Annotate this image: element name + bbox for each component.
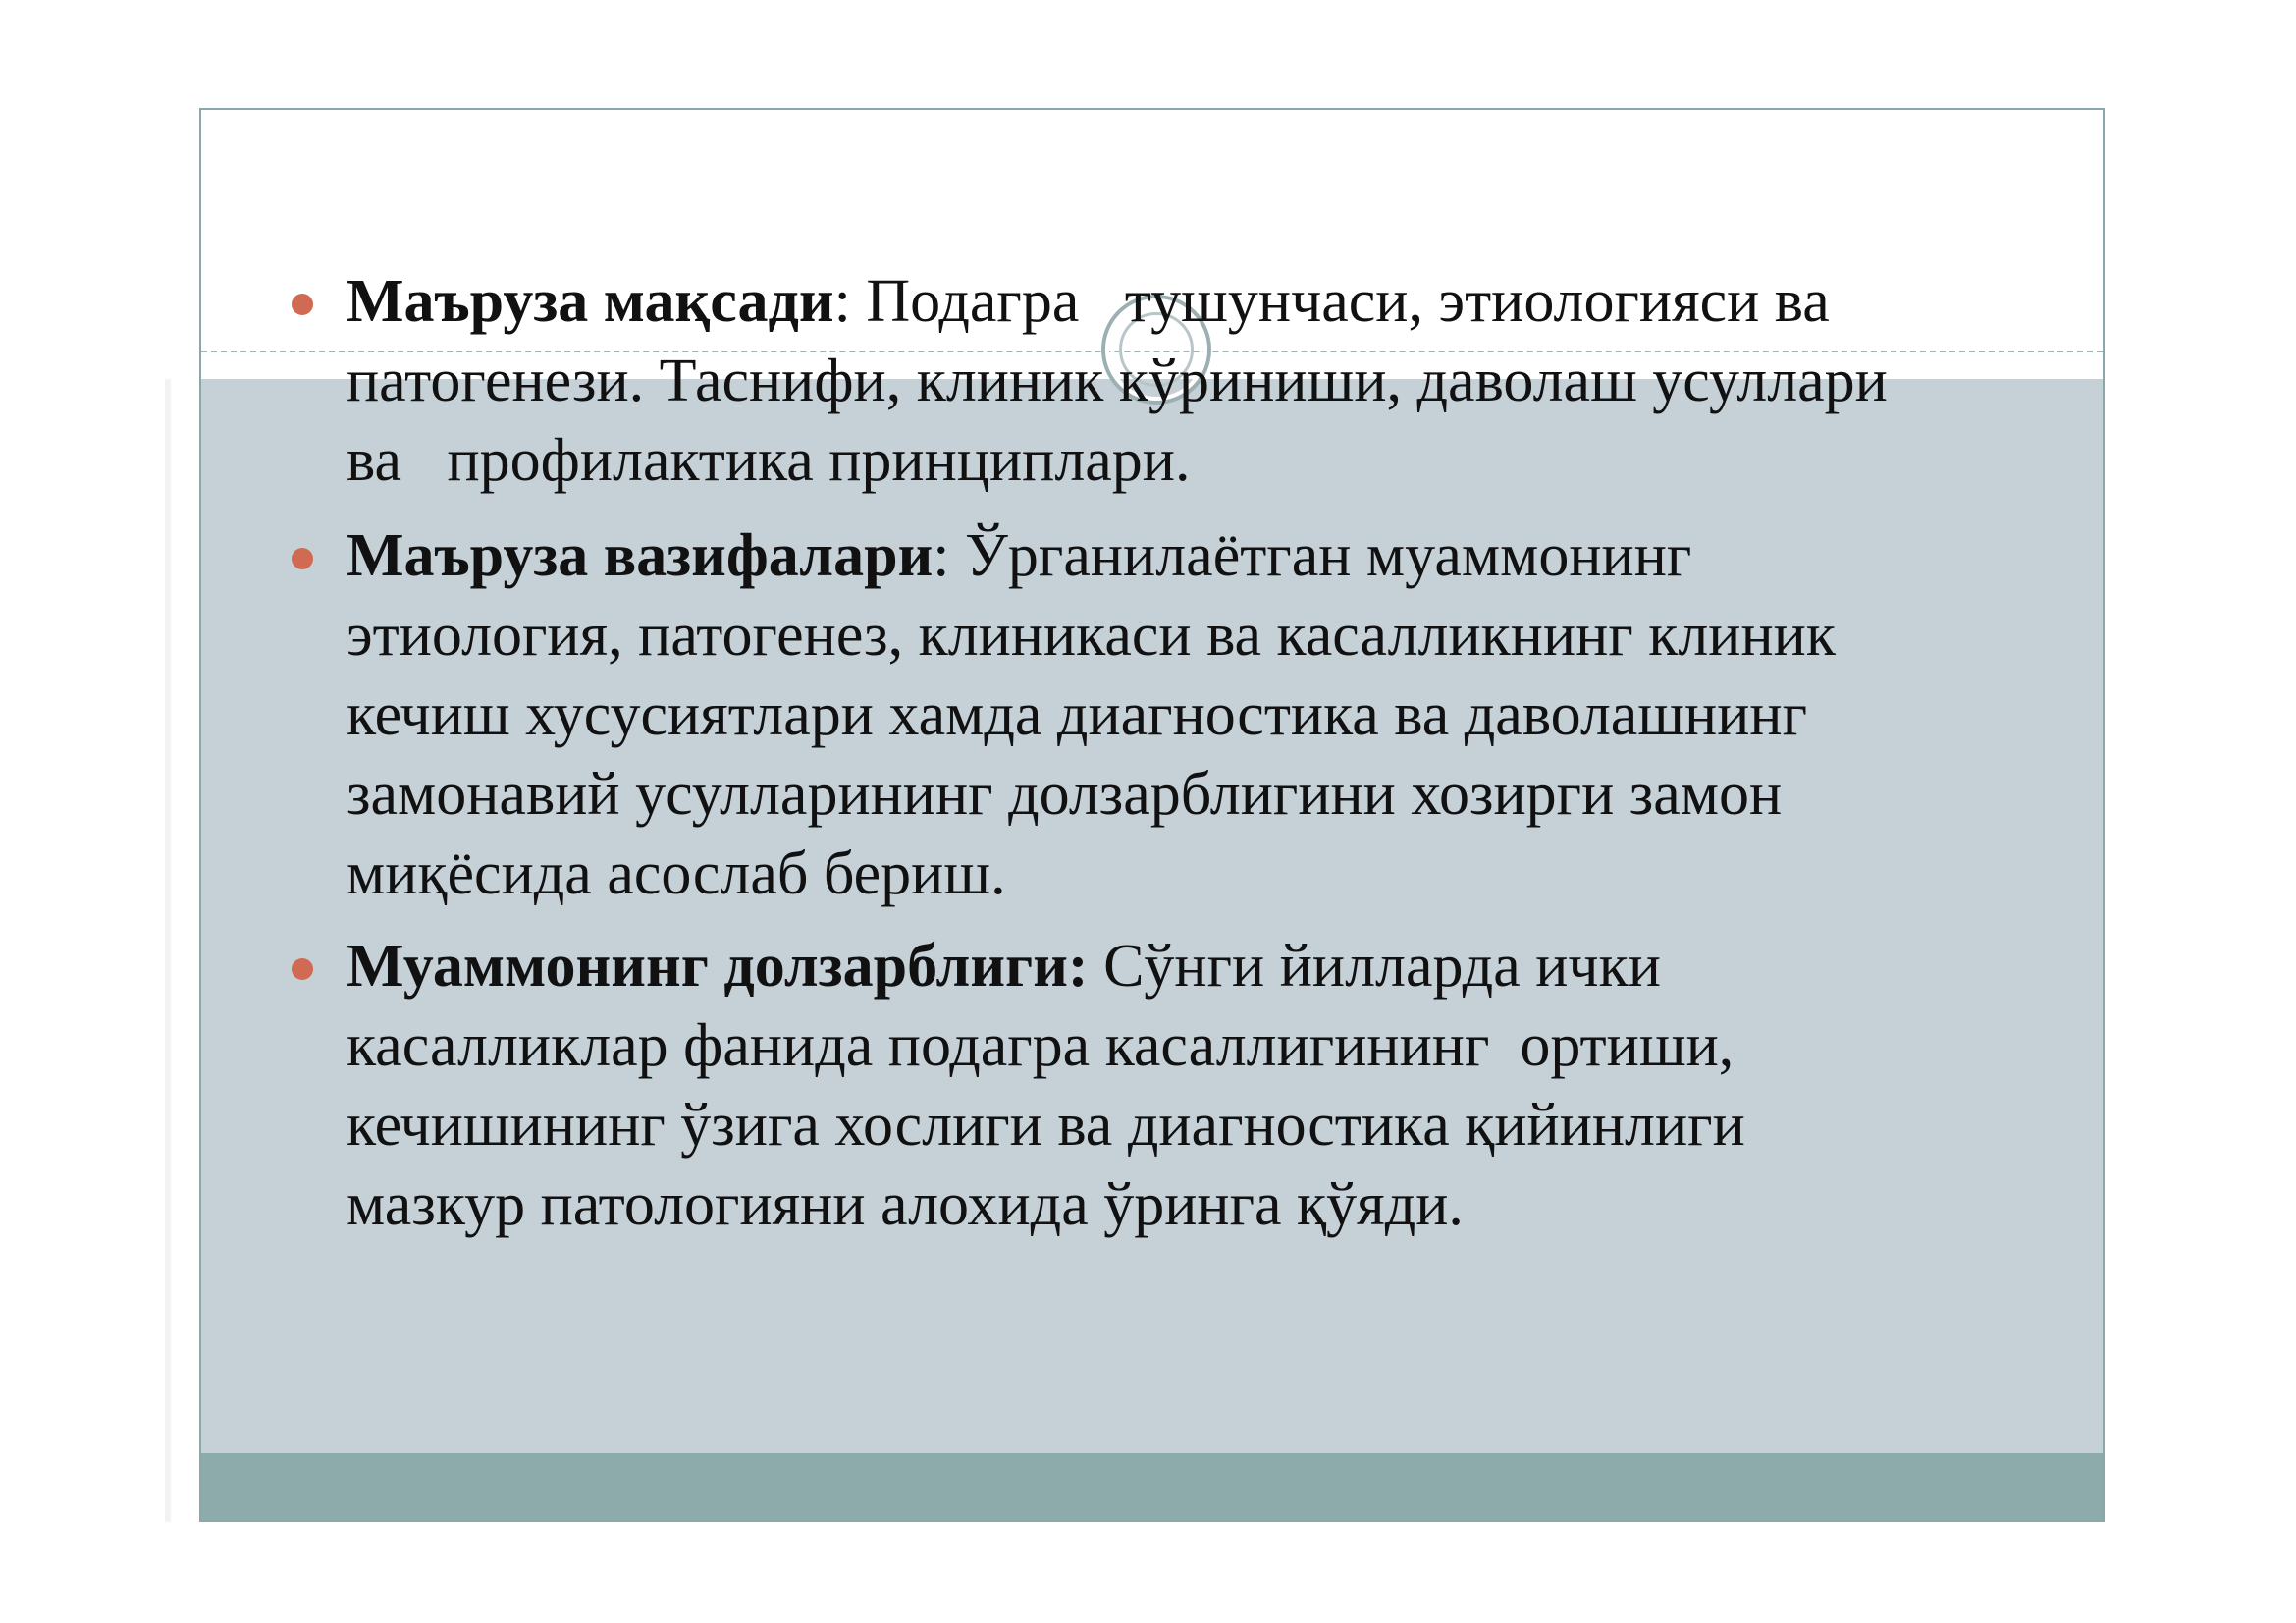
bullet-first-line	[347, 516, 2084, 596]
bullet-heading-suffix: :	[833, 268, 851, 335]
page-edge-shade	[165, 379, 171, 1522]
bullet-first-line-text: Сўнги йилларда ички	[1088, 933, 1661, 1000]
bullet-line: касалликлар фанида подагра касаллигининг ортиши,	[347, 1012, 1735, 1079]
bullet-dot-icon	[292, 548, 313, 569]
slide-content	[201, 110, 2103, 1520]
bullet-line: этиология, патогенез, клиникаси ва касалликнинг клиник	[347, 602, 1836, 669]
bullet-first-line-text: Подагра тушунчаси, этиологияси ва	[850, 268, 1830, 335]
bullet-line: мазкур патологияни алохида ўринга қўяди.	[347, 1171, 1464, 1238]
slide	[199, 108, 2105, 1522]
bullet-dot-icon	[292, 958, 313, 980]
bullet-heading: Маъруза мақсади	[347, 268, 834, 335]
bullet-line: ва профилактика принциплари.	[347, 427, 1191, 494]
bullet-heading: Маъруза вазифалари	[347, 522, 934, 589]
bullet-item-tasks	[347, 516, 2084, 914]
bullet-heading: Муаммонинг долзарблиги:	[347, 933, 1089, 1000]
bullet-line: кечиш хусусиятлари хамда диагностика ва даволашнинг	[347, 681, 1808, 748]
bullet-first-line	[347, 262, 2084, 342]
bullet-line: миқёсида асослаб бериш.	[347, 840, 1006, 907]
bullet-first-line	[347, 927, 2084, 1006]
bullet-item-relevance	[347, 927, 2084, 1245]
bullet-first-line-text: Ўрганилаётган муаммонинг	[949, 522, 1692, 589]
bullet-line: патогенези. Таснифи, клиник кўриниши, даволаш усуллари	[347, 348, 1888, 414]
bullet-item-goal	[347, 262, 2084, 501]
bullet-dot-icon	[292, 294, 313, 315]
bullet-line: замонавий усулларининг долзарблигини хозирги замон	[347, 761, 1783, 828]
bullet-line: кечишининг ўзига хослиги ва диагностика қийинлиги	[347, 1092, 1745, 1159]
bullet-heading-suffix: :	[933, 522, 950, 589]
